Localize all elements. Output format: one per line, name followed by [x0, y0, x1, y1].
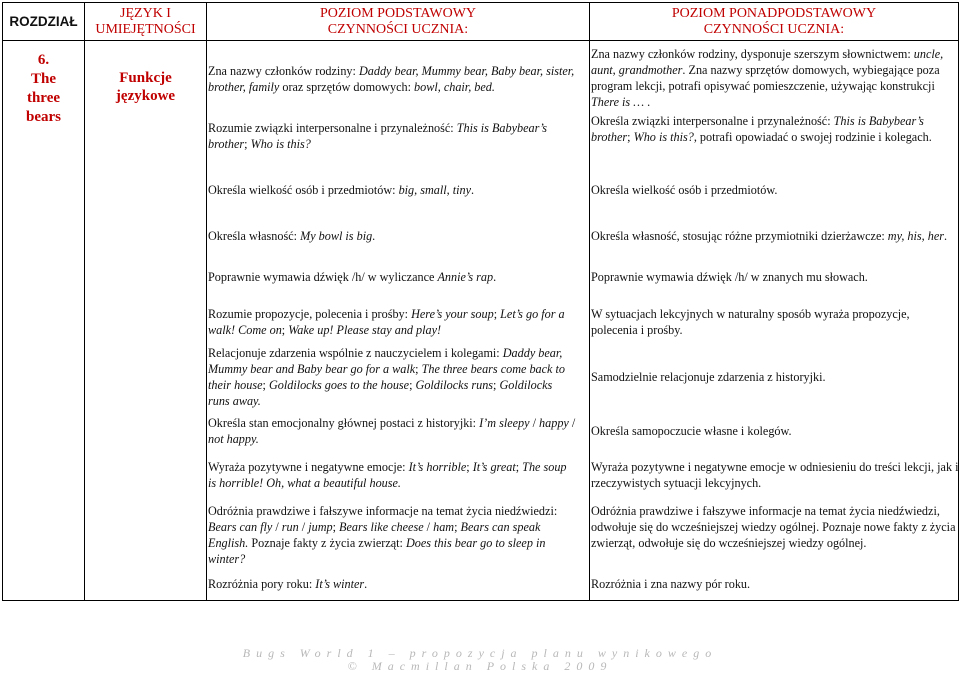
basic-entry — [208, 269, 576, 285]
advanced-entry — [591, 369, 959, 385]
description-text: , potrafi opowiadać o swojej rodzinie i kolegach. — [693, 130, 932, 144]
example-phrase: ham — [433, 520, 455, 534]
example-phrase: jump — [308, 520, 333, 534]
example-phrase: big, small, tiny — [398, 183, 472, 197]
description-text: / — [423, 520, 434, 534]
header-section — [3, 3, 85, 41]
basic-entry — [208, 503, 576, 567]
example-phrase: Who is this? — [250, 137, 311, 151]
example-phrase: Bears can fly — [208, 520, 273, 534]
skill-line2: językowe — [115, 88, 176, 104]
example-phrase: Bears can speak English. — [208, 520, 541, 550]
example-phrase: Here’s your soup — [411, 307, 494, 321]
header-basic-level — [207, 3, 590, 41]
basic-entry — [208, 228, 576, 244]
footer-title: Bugs World 1 – propozycja planu wynikowego — [242, 646, 718, 660]
header-advanced-line2: CZYNNOŚCI UCZNIA: — [703, 21, 845, 37]
description-text: Rozumie związki interpersonalne i przynależność: — [208, 121, 457, 135]
example-phrase: happy — [539, 416, 569, 430]
description-text: ; — [332, 520, 340, 534]
header-skills-line1: JĘZYK I — [120, 5, 171, 21]
advanced-entry — [591, 459, 959, 491]
advanced-entry — [591, 576, 959, 592]
description-text: oraz sprzętów domowych: — [279, 80, 415, 94]
example-phrase: Goldilocks runs away. — [208, 378, 553, 408]
description-text: Samodzielnie relacjonuje zdarzenia z historyjki. — [591, 370, 826, 384]
advanced-entry — [591, 228, 959, 244]
description-text: Zna nazwy członków rodziny, dysponuje szerszym słownictwem: — [591, 47, 914, 61]
advanced-entry — [591, 182, 959, 198]
example-phrase: The three bears come back to their house — [208, 362, 565, 392]
description-text: Zna nazwy członków rodziny: — [208, 64, 359, 78]
example-phrase: Wake up! Please stay and play! — [288, 323, 442, 337]
header-section-label: ROZDZIAŁ — [9, 14, 78, 29]
description-text: Relacjonuje zdarzenia wspólnie z nauczycielem i kolegami: — [208, 346, 503, 360]
description-text: / — [529, 416, 540, 430]
example-phrase: uncle, aunt, grandmother — [591, 47, 944, 77]
example-phrase: It’s winter — [315, 577, 365, 591]
description-text: Poznaje fakty z życia zwierząt: — [248, 536, 406, 550]
section-title-line1: The — [30, 71, 56, 87]
description-text: . — [944, 229, 948, 243]
header-skills — [85, 3, 207, 41]
basic-entry — [208, 63, 576, 95]
description-text: Określa wielkość osób i przedmiotów: — [208, 183, 399, 197]
example-phrase: Goldilocks goes to the house — [268, 378, 410, 392]
skill-cell — [85, 41, 207, 601]
footer-copyright: © Macmillan Polska 2009 — [347, 659, 613, 673]
description-text: . — [493, 270, 497, 284]
example-phrase: bowl, chair, bed. — [414, 80, 495, 94]
example-phrase: Annie’s rap — [437, 270, 494, 284]
description-text: Rozumie propozycje, polecenia i prośby: — [208, 307, 412, 321]
description-text: Odróżnia prawdziwe i fałszywe informacje na temat życia niedźwiedzi: — [208, 504, 558, 518]
description-text: ; — [262, 378, 269, 392]
advanced-entry — [591, 46, 959, 110]
example-phrase: Daddy bear, Mummy bear and Baby bear go for a walk — [208, 346, 563, 376]
description-text: ; — [415, 362, 422, 376]
skill-line1: Funkcje — [119, 70, 172, 86]
description-text: Poprawnie wymawia dźwięk /h/ w wyliczance — [208, 270, 438, 284]
description-text: W sytuacjach lekcyjnych w naturalny sposób wyraża propozycje, polecenia i prośby. — [591, 307, 910, 337]
example-phrase: Daddy bear, Mummy bear, Baby bear, sister, brother, family — [208, 64, 575, 94]
description-text: . — [364, 577, 368, 591]
section-cell — [3, 41, 85, 601]
header-row — [3, 3, 959, 41]
header-skills-line2: UMIEJĘTNOŚCI — [95, 21, 196, 37]
basic-entry — [208, 345, 576, 409]
example-phrase: Does this bear go to sleep in winter? — [208, 536, 546, 566]
basic-entry — [208, 576, 576, 592]
example-phrase: My bowl is big — [300, 229, 373, 243]
description-text: Określa związki interpersonalne i przynależność: — [591, 114, 834, 128]
description-text: Rozróżnia pory roku: — [208, 577, 316, 591]
advanced-entry — [591, 113, 959, 145]
description-text: Wyraża pozytywne i negatywne emocje: — [208, 460, 409, 474]
description-text: ; — [627, 130, 634, 144]
basic-entry — [208, 415, 576, 447]
description-text: Określa samopoczucie własne i kolegów. — [591, 424, 792, 438]
description-text: ; — [409, 378, 416, 392]
header-basic-line1: POZIOM PODSTAWOWY — [319, 5, 477, 21]
section-title-line2: three — [26, 90, 61, 106]
description-text: ; — [281, 323, 289, 337]
advanced-entry — [591, 306, 959, 338]
description-text: / — [568, 416, 576, 430]
example-phrase: This is Babybear’s brother — [591, 114, 924, 144]
description-text: Odróżnia prawdziwe i fałszywe informacje na temat życia niedźwiedzi, odwołuje się do wcześniejszej wiedzy ogólnej. Poznaje nowe fakty z życia zwierząt, odwołuje się do wcześniejszej wiedzy ogólnej. — [591, 504, 956, 550]
description-text: . — [471, 183, 475, 197]
description-text: ; — [466, 460, 473, 474]
description-text: . — [372, 229, 376, 243]
description-text: Poprawnie wymawia dźwięk /h/ w znanych mu słowach. — [591, 270, 868, 284]
example-phrase: This is Babybear’s brother — [208, 121, 548, 151]
example-phrase: I’m sleepy — [479, 416, 530, 430]
description-text: / — [272, 520, 282, 534]
example-phrase: run — [281, 520, 299, 534]
description-text: ; — [244, 137, 251, 151]
header-advanced-line1: POZIOM PONADPODSTAWOWY — [671, 5, 877, 21]
advanced-entry — [591, 269, 959, 285]
example-phrase: my, his, her — [887, 229, 944, 243]
description-text: Wyraża pozytywne i negatywne emocje w odniesieniu do treści lekcji, jak i rzeczywistych sytuacji lekcyjnych. — [591, 460, 959, 490]
example-phrase: The soup is horrible! Oh, what a beautiful house. — [208, 460, 567, 490]
example-phrase: Let’s go for a walk! Come on — [208, 307, 565, 337]
header-advanced-level — [590, 3, 959, 41]
example-phrase: Goldilocks runs — [415, 378, 494, 392]
basic-entry — [208, 182, 576, 198]
example-phrase: Who is this? — [633, 130, 694, 144]
description-text: / — [298, 520, 309, 534]
advanced-entry — [591, 503, 959, 551]
description-text: Określa własność, stosując różne przymiotniki dzierżawcze: — [591, 229, 888, 243]
description-text: . Zna nazwy sprzętów domowych, wybiegające poza program lekcji, potrafi opisywać pomieszczenie, używając konstrukcji — [591, 63, 940, 93]
header-basic-line2: CZYNNOŚCI UCZNIA: — [327, 21, 469, 37]
description-text: ; — [493, 378, 500, 392]
example-phrase: Bears like cheese — [339, 520, 424, 534]
example-phrase: There is … — [591, 95, 648, 109]
basic-entry — [208, 306, 576, 338]
description-text: Określa stan emocjonalny głównej postaci z historyjki: — [208, 416, 480, 430]
description-text: Określa wielkość osób i przedmiotów. — [591, 183, 778, 197]
description-text: Rozróżnia i zna nazwy pór roku. — [591, 577, 751, 591]
description-text: . — [647, 95, 651, 109]
example-phrase: It’s horrible — [408, 460, 467, 474]
basic-entry — [208, 459, 576, 491]
example-phrase: not happy. — [208, 432, 259, 446]
description-text: Określa własność: — [208, 229, 301, 243]
basic-entry — [208, 120, 576, 152]
description-text: ; — [515, 460, 523, 474]
section-number: 6. — [37, 52, 50, 68]
description-text: ; — [454, 520, 461, 534]
advanced-entry — [591, 423, 959, 439]
description-text: ; — [493, 307, 501, 321]
example-phrase: It’s great — [472, 460, 516, 474]
section-title-line3: bears — [26, 109, 61, 125]
